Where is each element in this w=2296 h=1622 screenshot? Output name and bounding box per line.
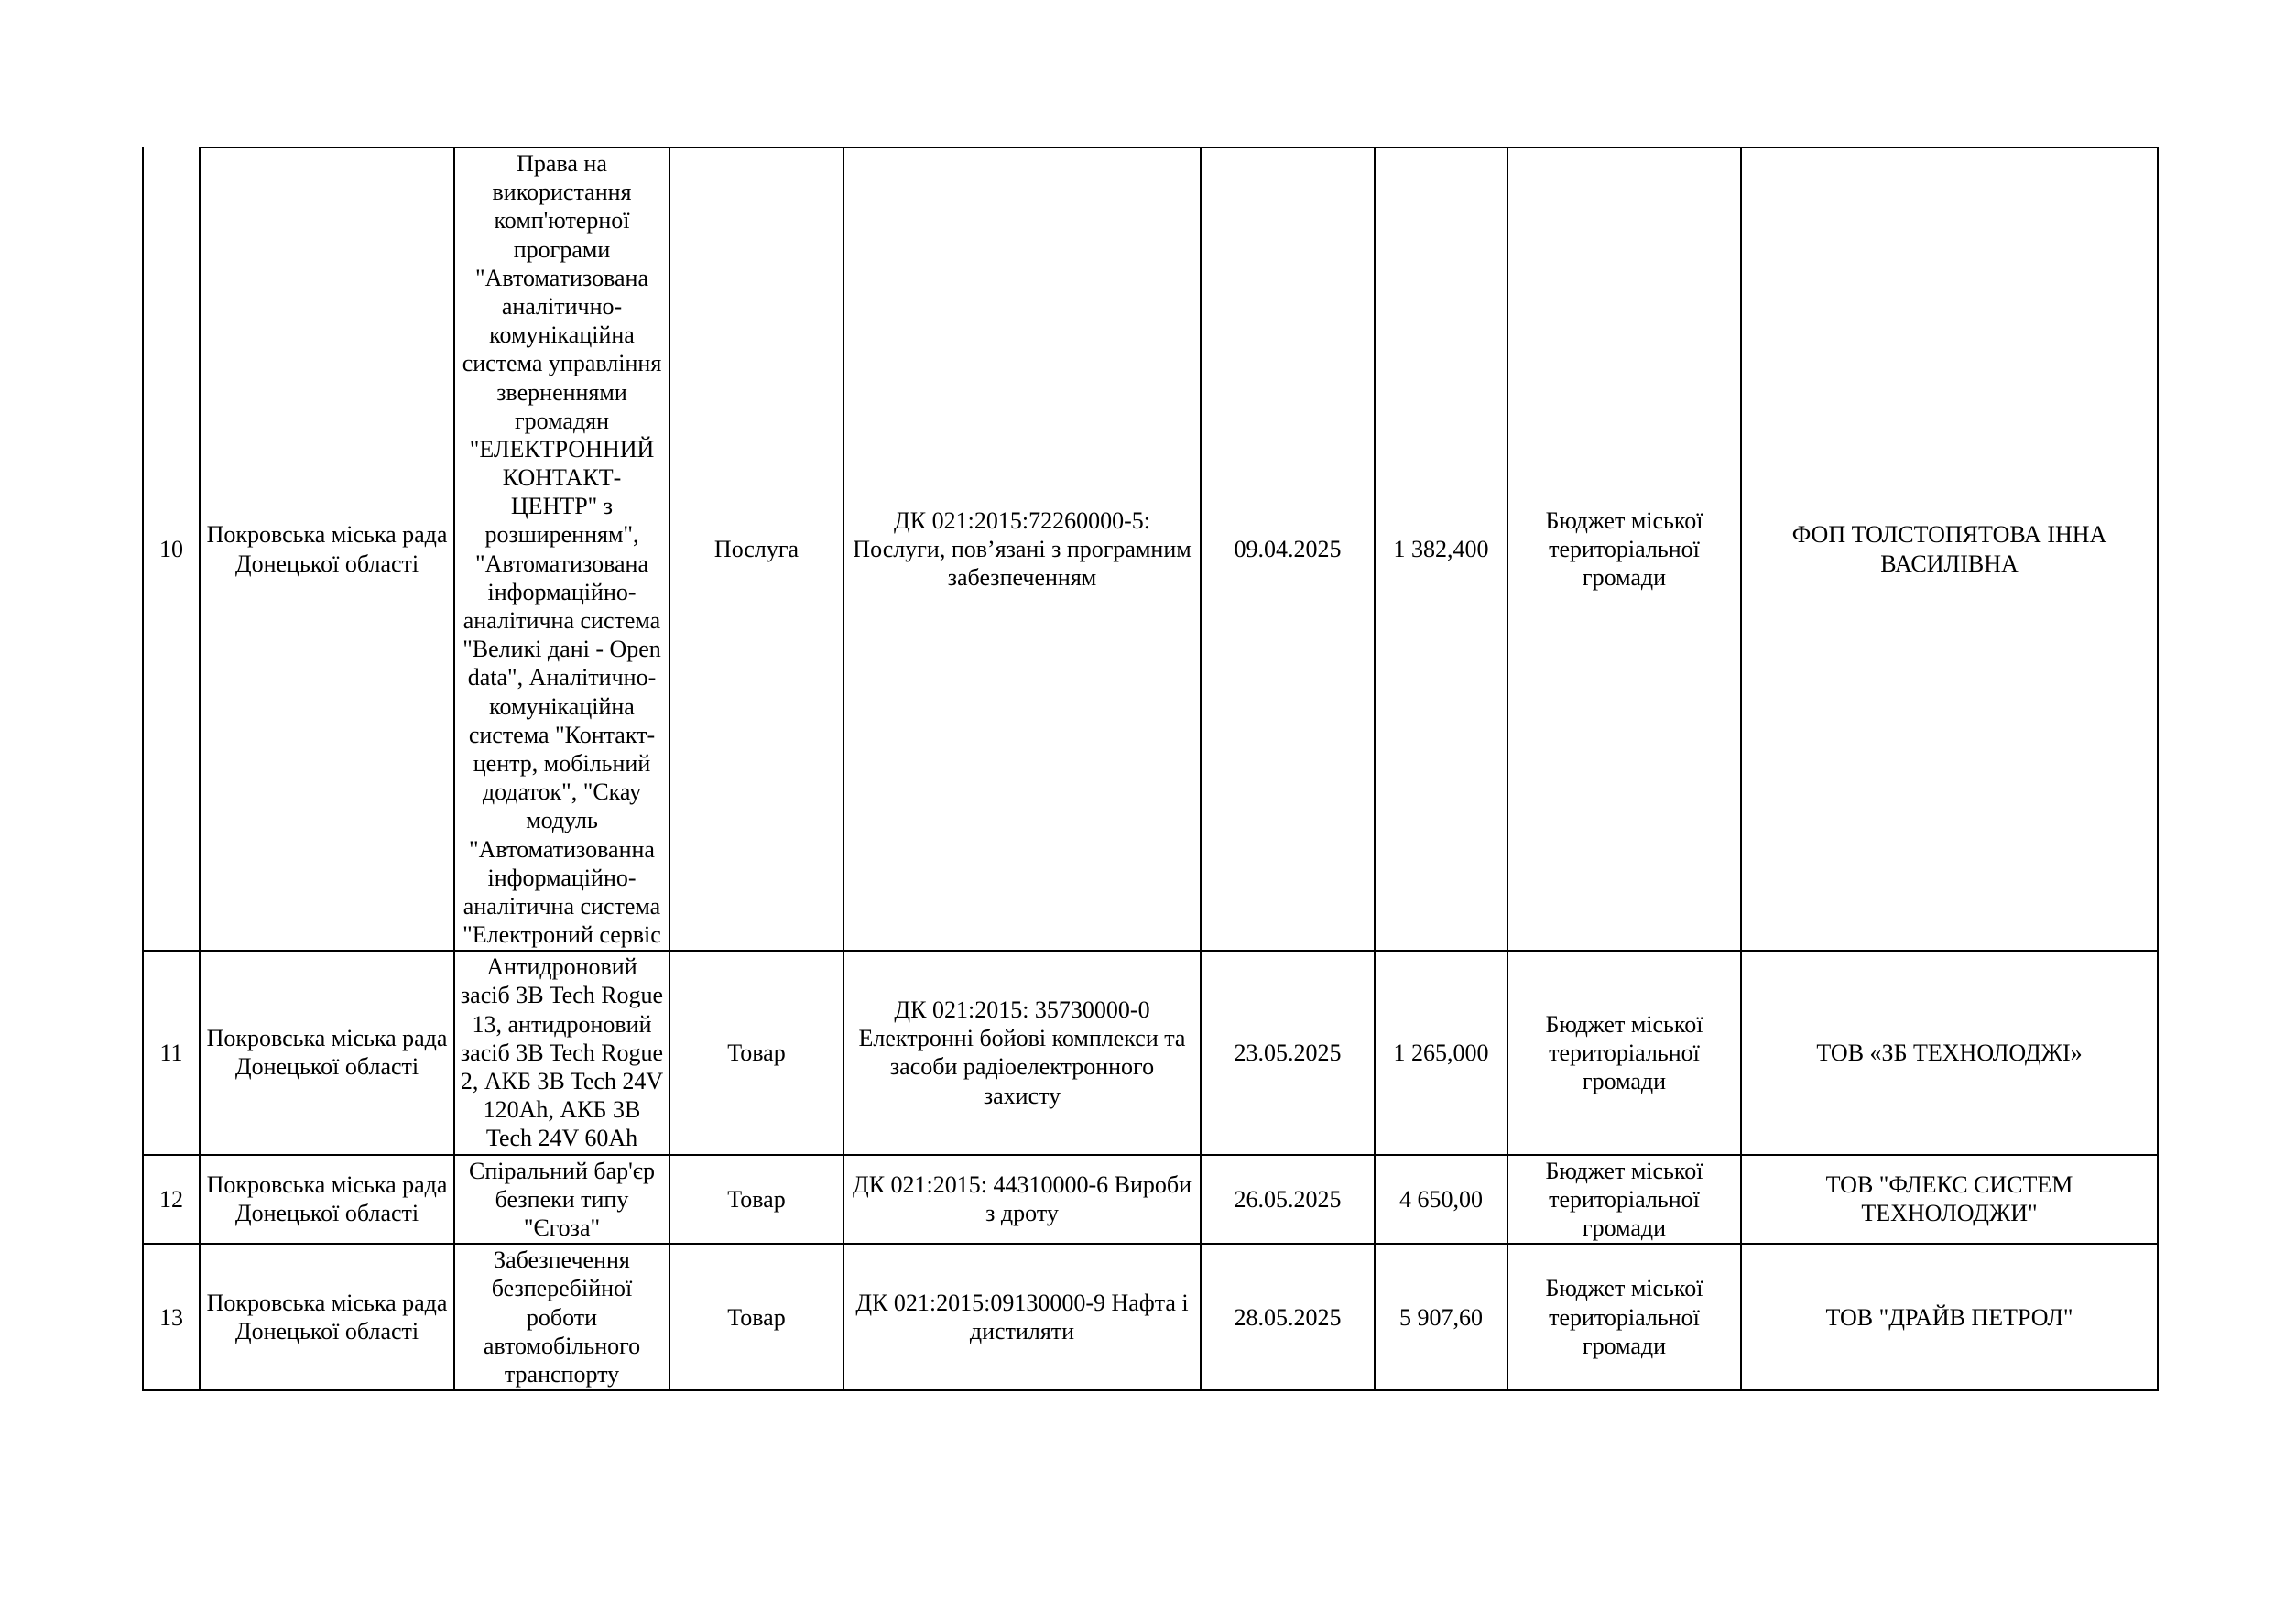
- row-number-cell: 12: [143, 1155, 200, 1245]
- customer-cell: Покровська міська рада Донецької області: [200, 147, 454, 951]
- supplier-cell: ТОВ «ЗБ ТЕХНОЛОДЖІ»: [1741, 951, 2158, 1154]
- subject-cell: Спіральний бар'єр безпеки типу "Єгоза": [454, 1155, 669, 1245]
- amount-cell: 5 907,60: [1375, 1244, 1507, 1390]
- row-number-cell: 13: [143, 1244, 200, 1390]
- dk-code-cell: ДК 021:2015:09130000-9 Нафта і дистиляти: [843, 1244, 1201, 1390]
- subject-cell: Права на використання комп'ютерної програми "Автоматизована аналітично-комунікаційна система управління зверненнями громадян "ЕЛЕКТРОННИЙ КОНТАКТ-ЦЕНТР" з розширенням", "Автоматизована інформаційно-аналітична система "Великі дані - Open data", Аналітично-комунікаційна система "Контакт-центр, мобільний додаток", "Скау модуль "Автоматизованна інформаційно-аналітична система "Електроний сервіс: [454, 147, 669, 951]
- row-number-cell: 10: [143, 147, 200, 951]
- table-row: [143, 951, 2158, 1154]
- date-cell: 23.05.2025: [1201, 951, 1375, 1154]
- funding-cell: Бюджет міської територіальної громади: [1507, 1155, 1741, 1245]
- type-cell: Товар: [669, 1155, 843, 1245]
- dk-code-cell: ДК 021:2015: 44310000-6 Вироби з дроту: [843, 1155, 1201, 1245]
- date-cell: 26.05.2025: [1201, 1155, 1375, 1245]
- funding-cell: Бюджет міської територіальної громади: [1507, 147, 1741, 951]
- funding-cell: Бюджет міської територіальної громади: [1507, 1244, 1741, 1390]
- amount-cell: 1 382,400: [1375, 147, 1507, 951]
- funding-cell: Бюджет міської територіальної громади: [1507, 951, 1741, 1154]
- table-row: [143, 1155, 2158, 1245]
- date-cell: 09.04.2025: [1201, 147, 1375, 951]
- table-row: [143, 1244, 2158, 1390]
- supplier-cell: ФОП ТОЛСТОПЯТОВА ІННА ВАСИЛІВНА: [1741, 147, 2158, 951]
- procurement-table: [142, 147, 2159, 1391]
- type-cell: Товар: [669, 951, 843, 1154]
- table-row: [143, 147, 2158, 951]
- type-cell: Товар: [669, 1244, 843, 1390]
- customer-cell: Покровська міська рада Донецької області: [200, 1155, 454, 1245]
- amount-cell: 4 650,00: [1375, 1155, 1507, 1245]
- type-cell: Послуга: [669, 147, 843, 951]
- supplier-cell: ТОВ "ФЛЕКС СИСТЕМ ТЕХНОЛОДЖИ": [1741, 1155, 2158, 1245]
- date-cell: 28.05.2025: [1201, 1244, 1375, 1390]
- customer-cell: Покровська міська рада Донецької області: [200, 1244, 454, 1390]
- dk-code-cell: ДК 021:2015: 35730000-0 Електронні бойові комплекси та засоби радіоелектронного захисту: [843, 951, 1201, 1154]
- dk-code-cell: ДК 021:2015:72260000-5: Послуги, пов’язані з програмним забезпеченням: [843, 147, 1201, 951]
- subject-cell: Забезпечення безперебійної роботи автомобільного транспорту: [454, 1244, 669, 1390]
- supplier-cell: ТОВ "ДРАЙВ ПЕТРОЛ": [1741, 1244, 2158, 1390]
- row-number-cell: 11: [143, 951, 200, 1154]
- customer-cell: Покровська міська рада Донецької області: [200, 951, 454, 1154]
- subject-cell: Антидроновий засіб 3B Tech Rogue 13, антидроновий засіб 3B Tech Rogue 2, АКБ 3B Tech 24V 120Ah, АКБ 3B Tech 24V 60Ah: [454, 951, 669, 1154]
- amount-cell: 1 265,000: [1375, 951, 1507, 1154]
